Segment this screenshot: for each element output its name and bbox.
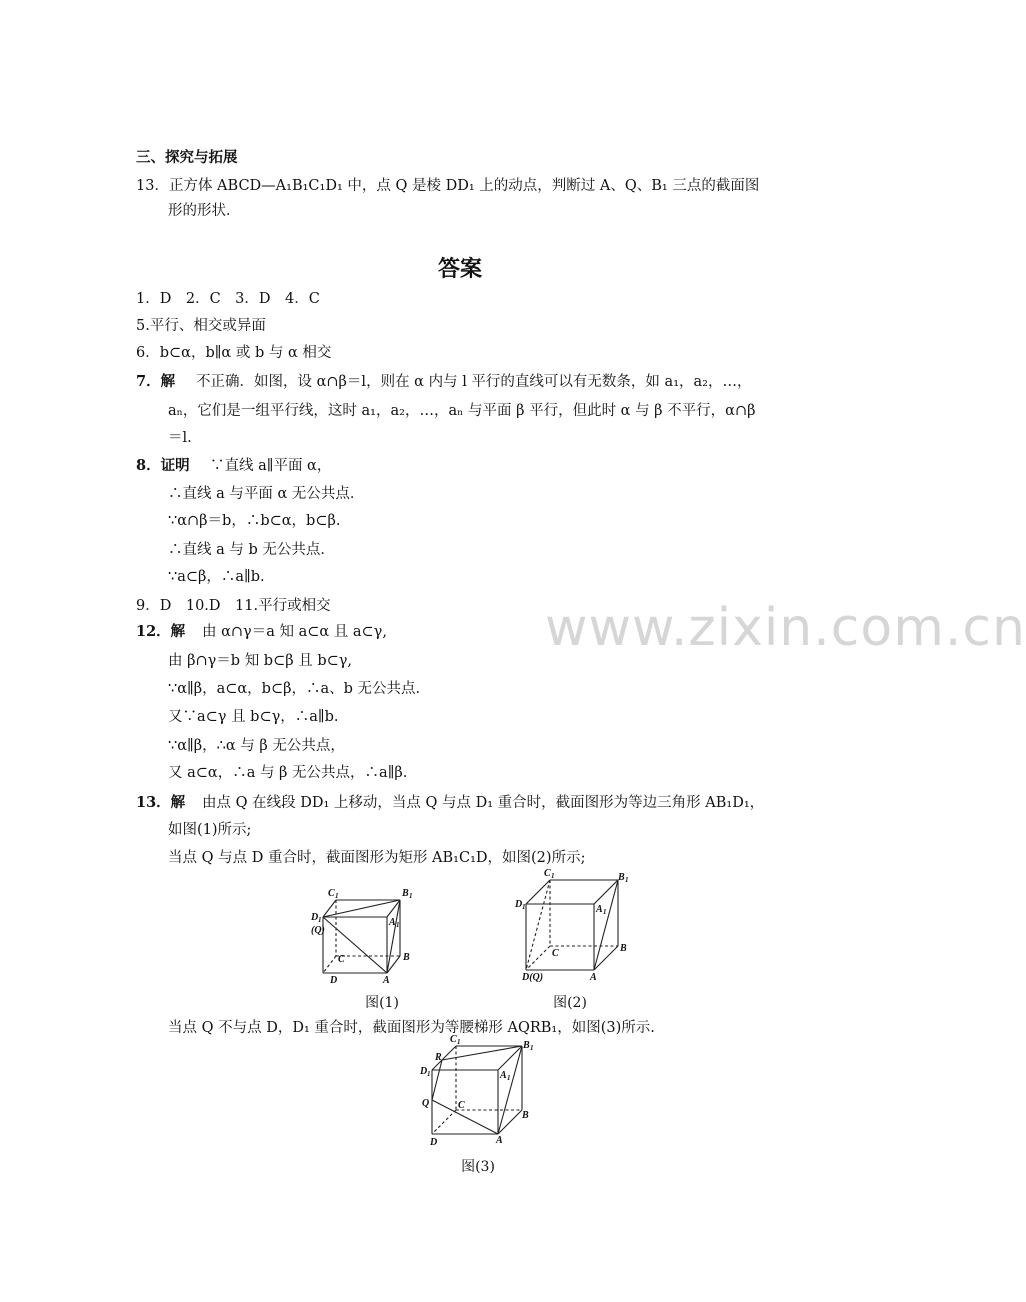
fig1-label-q: (Q)	[311, 925, 325, 936]
fig3-label-d: D	[430, 1137, 438, 1148]
figure-1-cube-diagram	[310, 878, 420, 988]
answer-8-line-2: ∴直线 a 与平面 α 无公共点．	[168, 486, 365, 502]
watermark: www.zixin.com.cn	[545, 598, 1026, 658]
answer-6: 6．b⊂α，b∥α 或 b 与 α 相交	[136, 345, 332, 361]
answer-13-line-1: 由点 Q 在线段 DD₁ 上移动，当点 Q 与点 D₁ 重合时，截面图形为等边三角形 AB₁D₁，	[202, 795, 765, 811]
figure-3-cube-diagram	[418, 1034, 548, 1152]
figure-2-caption: 图(2)	[553, 995, 587, 1011]
answer-8-label: 8．证明	[136, 457, 190, 474]
fig1-label-a1-sub: 1	[396, 921, 400, 929]
fig1-label-a: A	[383, 975, 390, 986]
fig2-label-b1-sub: 1	[625, 876, 629, 884]
fig1-label-b1: B	[402, 888, 409, 899]
figure-2-cube-diagram	[514, 866, 644, 984]
fig3-label-c1: C	[450, 1034, 457, 1045]
figure-3-edges	[432, 1046, 522, 1134]
fig1-label-d1: D	[311, 912, 319, 923]
answer-12-line-3: ∵α∥β，a⊂α，b⊂β，∴a、b 无公共点．	[168, 681, 431, 697]
fig3-label-c1-sub: 1	[457, 1038, 461, 1046]
answer-13-line-3: 当点 Q 与点 D 重合时，截面图形为矩形 AB₁C₁D，如图(2)所示;	[168, 850, 586, 866]
fig3-label-b: B	[522, 1110, 529, 1121]
fig3-label-q: Q	[422, 1098, 430, 1109]
fig3-label-c: C	[458, 1100, 465, 1111]
answer-12-line-6: 又 a⊂α，∴a 与 β 无公共点，∴a∥β.	[168, 765, 408, 781]
section-title: 三、探究与拓展	[136, 149, 238, 166]
fig3-label-d1-sub: 1	[427, 1070, 431, 1078]
fig3-label-b1-sub: 1	[530, 1044, 534, 1052]
fig1-label-d: D	[330, 975, 338, 986]
fig2-label-a1: A	[596, 904, 603, 915]
figure-2-edges	[526, 880, 618, 970]
figure-3-caption: 图(3)	[461, 1159, 495, 1175]
answer-7-line-1: 不正确．如图，设 α∩β＝l，则在 α 内与 l 平行的直线可以有无数条，如 a₁，a₂，…，	[196, 374, 752, 390]
fig1-label-b: B	[403, 952, 410, 963]
fig2-label-dq: D(Q)	[522, 972, 544, 983]
answer-5: 5.平行、相交或异面	[136, 318, 266, 334]
answer-12-line-2: 由 β∩γ＝b 知 b⊂β 且 b⊂γ,	[168, 653, 353, 669]
fig3-label-b1: B	[523, 1040, 530, 1051]
fig3-label-r: R	[435, 1052, 442, 1063]
fig2-label-b: B	[620, 943, 627, 954]
figure-1-edges	[323, 900, 400, 973]
answer-13-line-4: 当点 Q 不与点 D，D₁ 重合时，截面图形为等腰梯形 AQRB₁，如图(3)所示.	[168, 1020, 655, 1036]
fig3-label-d1: D	[420, 1066, 428, 1077]
problem-13-line-2: 形的形状．	[168, 203, 241, 219]
answer-title: 答案	[437, 257, 482, 282]
fig2-label-d1: D	[515, 899, 523, 910]
fig2-label-c1-sub: 1	[551, 872, 555, 880]
fig1-label-d1-sub: 1	[318, 916, 322, 924]
answer-8-line-4: ∴直线 a 与 b 无公共点．	[168, 542, 335, 558]
answer-13-label: 13．解	[136, 794, 186, 811]
fig3-label-a: A	[496, 1135, 503, 1146]
answer-13-line-2: 如图(1)所示;	[168, 822, 252, 838]
answer-12-line-5: ∵α∥β，∴α 与 β 无公共点，	[168, 738, 345, 754]
fig1-label-c1-sub: 1	[335, 892, 339, 900]
answer-8-line-1: ∵直线 a∥平面 α，	[210, 458, 332, 474]
answer-7-label: 7．解	[136, 373, 176, 390]
fig2-label-c: C	[552, 948, 559, 959]
answer-12-line-4: 又∵a⊂γ 且 b⊂γ，∴a∥b.	[168, 709, 339, 725]
figure-1-caption: 图(1)	[365, 995, 399, 1011]
answer-7-line-3: ＝l.	[168, 430, 192, 446]
fig2-label-a1-sub: 1	[603, 908, 607, 916]
answer-8-line-5: ∵a⊂β，∴a∥b.	[168, 569, 265, 585]
problem-13-line-1: 13．正方体 ABCD—A₁B₁C₁D₁ 中，点 Q 是棱 DD₁ 上的动点，判断过 A、Q、B₁ 三点的截面图	[136, 178, 760, 194]
fig1-label-b1-sub: 1	[409, 892, 413, 900]
answer-7-line-2: aₙ，它们是一组平行线，这时 a₁，a₂，…，aₙ 与平面 β 平行，但此时 α 与 β 不平行，α∩β	[168, 403, 756, 419]
fig2-label-b1: B	[618, 872, 625, 883]
fig2-label-a: A	[590, 972, 597, 983]
answer-8-line-3: ∵α∩β＝b，∴b⊂α，b⊂β.	[168, 513, 341, 529]
answer-12-line-1: 由 α∩γ＝a 知 a⊂α 且 a⊂γ,	[202, 624, 387, 640]
fig3-label-a1-sub: 1	[507, 1074, 511, 1082]
fig1-label-a1: A	[389, 917, 396, 928]
answer-1-4: 1．D 2．C 3．D 4．C	[136, 291, 320, 307]
fig2-label-c1: C	[544, 868, 551, 879]
fig2-label-d1-sub: 1	[522, 903, 526, 911]
fig1-label-c: C	[338, 954, 345, 965]
answer-12-label: 12．解	[136, 623, 186, 640]
fig1-label-c1: C	[328, 888, 335, 899]
fig3-label-a1: A	[500, 1070, 507, 1081]
answer-9-11: 9．D 10.D 11.平行或相交	[136, 598, 331, 614]
